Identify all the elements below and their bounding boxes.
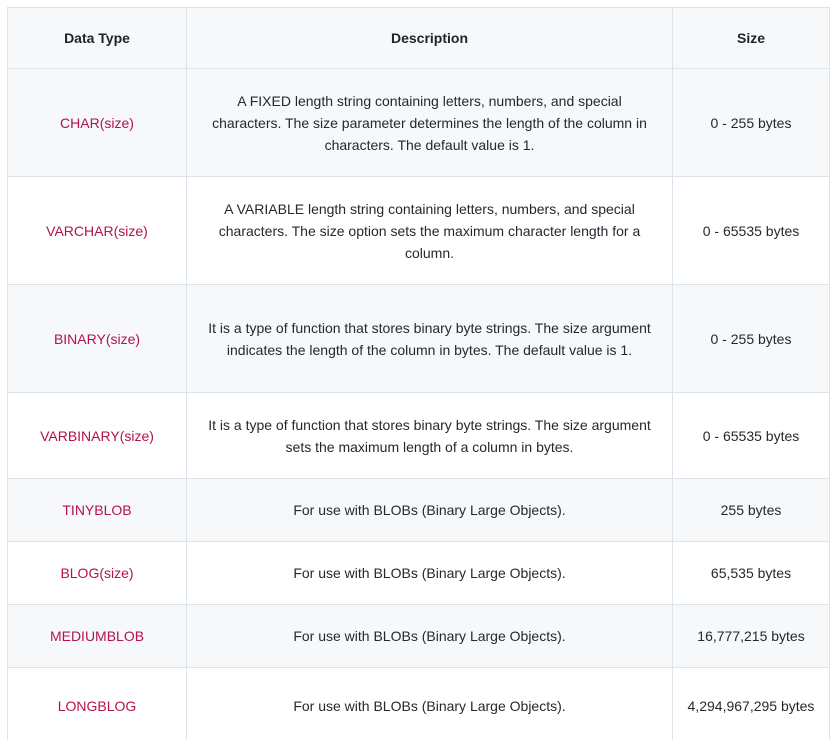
row-type-cell: MEDIUMBLOB <box>8 605 187 668</box>
header-size: Size <box>673 8 830 69</box>
row-type-cell: VARCHAR(size) <box>8 177 187 285</box>
table-row <box>8 177 830 285</box>
table-row <box>8 605 830 668</box>
row-size-cell: 0 - 255 bytes <box>673 285 830 393</box>
header-data-type: Data Type <box>8 8 187 69</box>
row-size-cell: 65,535 bytes <box>673 542 830 605</box>
row-size-cell: 4,294,967,295 bytes <box>673 668 830 740</box>
row-type-cell: BINARY(size) <box>8 285 187 393</box>
header-description: Description <box>187 8 673 69</box>
row-description-cell: For use with BLOBs (Binary Large Objects). <box>187 479 673 542</box>
row-type-cell: CHAR(size) <box>8 69 187 177</box>
row-description-cell: For use with BLOBs (Binary Large Objects). <box>187 542 673 605</box>
row-size-cell: 0 - 255 bytes <box>673 69 830 177</box>
row-description-cell: For use with BLOBs (Binary Large Objects). <box>187 668 673 740</box>
table-row <box>8 542 830 605</box>
table-row <box>8 393 830 479</box>
row-description-cell: It is a type of function that stores binary byte strings. The size argument sets the maximum length of a column in bytes. <box>187 393 673 479</box>
table-row <box>8 668 830 740</box>
row-description-cell: A FIXED length string containing letters, numbers, and special characters. The size parameter determines the length of the column in characters. The default value is 1. <box>187 69 673 177</box>
row-type-cell: BLOG(size) <box>8 542 187 605</box>
row-description-cell: A VARIABLE length string containing letters, numbers, and special characters. The size option sets the maximum character length for a column. <box>187 177 673 285</box>
row-description-cell: It is a type of function that stores binary byte strings. The size argument indicates the length of the column in bytes. The default value is 1. <box>187 285 673 393</box>
row-type-cell: LONGBLOG <box>8 668 187 740</box>
table-row <box>8 285 830 393</box>
table-header <box>8 8 830 69</box>
row-size-cell: 16,777,215 bytes <box>673 605 830 668</box>
row-size-cell: 0 - 65535 bytes <box>673 393 830 479</box>
data-types-table <box>7 7 830 740</box>
table-body <box>8 69 830 740</box>
header-row <box>8 8 830 69</box>
row-type-cell: VARBINARY(size) <box>8 393 187 479</box>
row-description-cell: For use with BLOBs (Binary Large Objects). <box>187 605 673 668</box>
row-size-cell: 0 - 65535 bytes <box>673 177 830 285</box>
row-type-cell: TINYBLOB <box>8 479 187 542</box>
table-row <box>8 69 830 177</box>
table-row <box>8 479 830 542</box>
row-size-cell: 255 bytes <box>673 479 830 542</box>
